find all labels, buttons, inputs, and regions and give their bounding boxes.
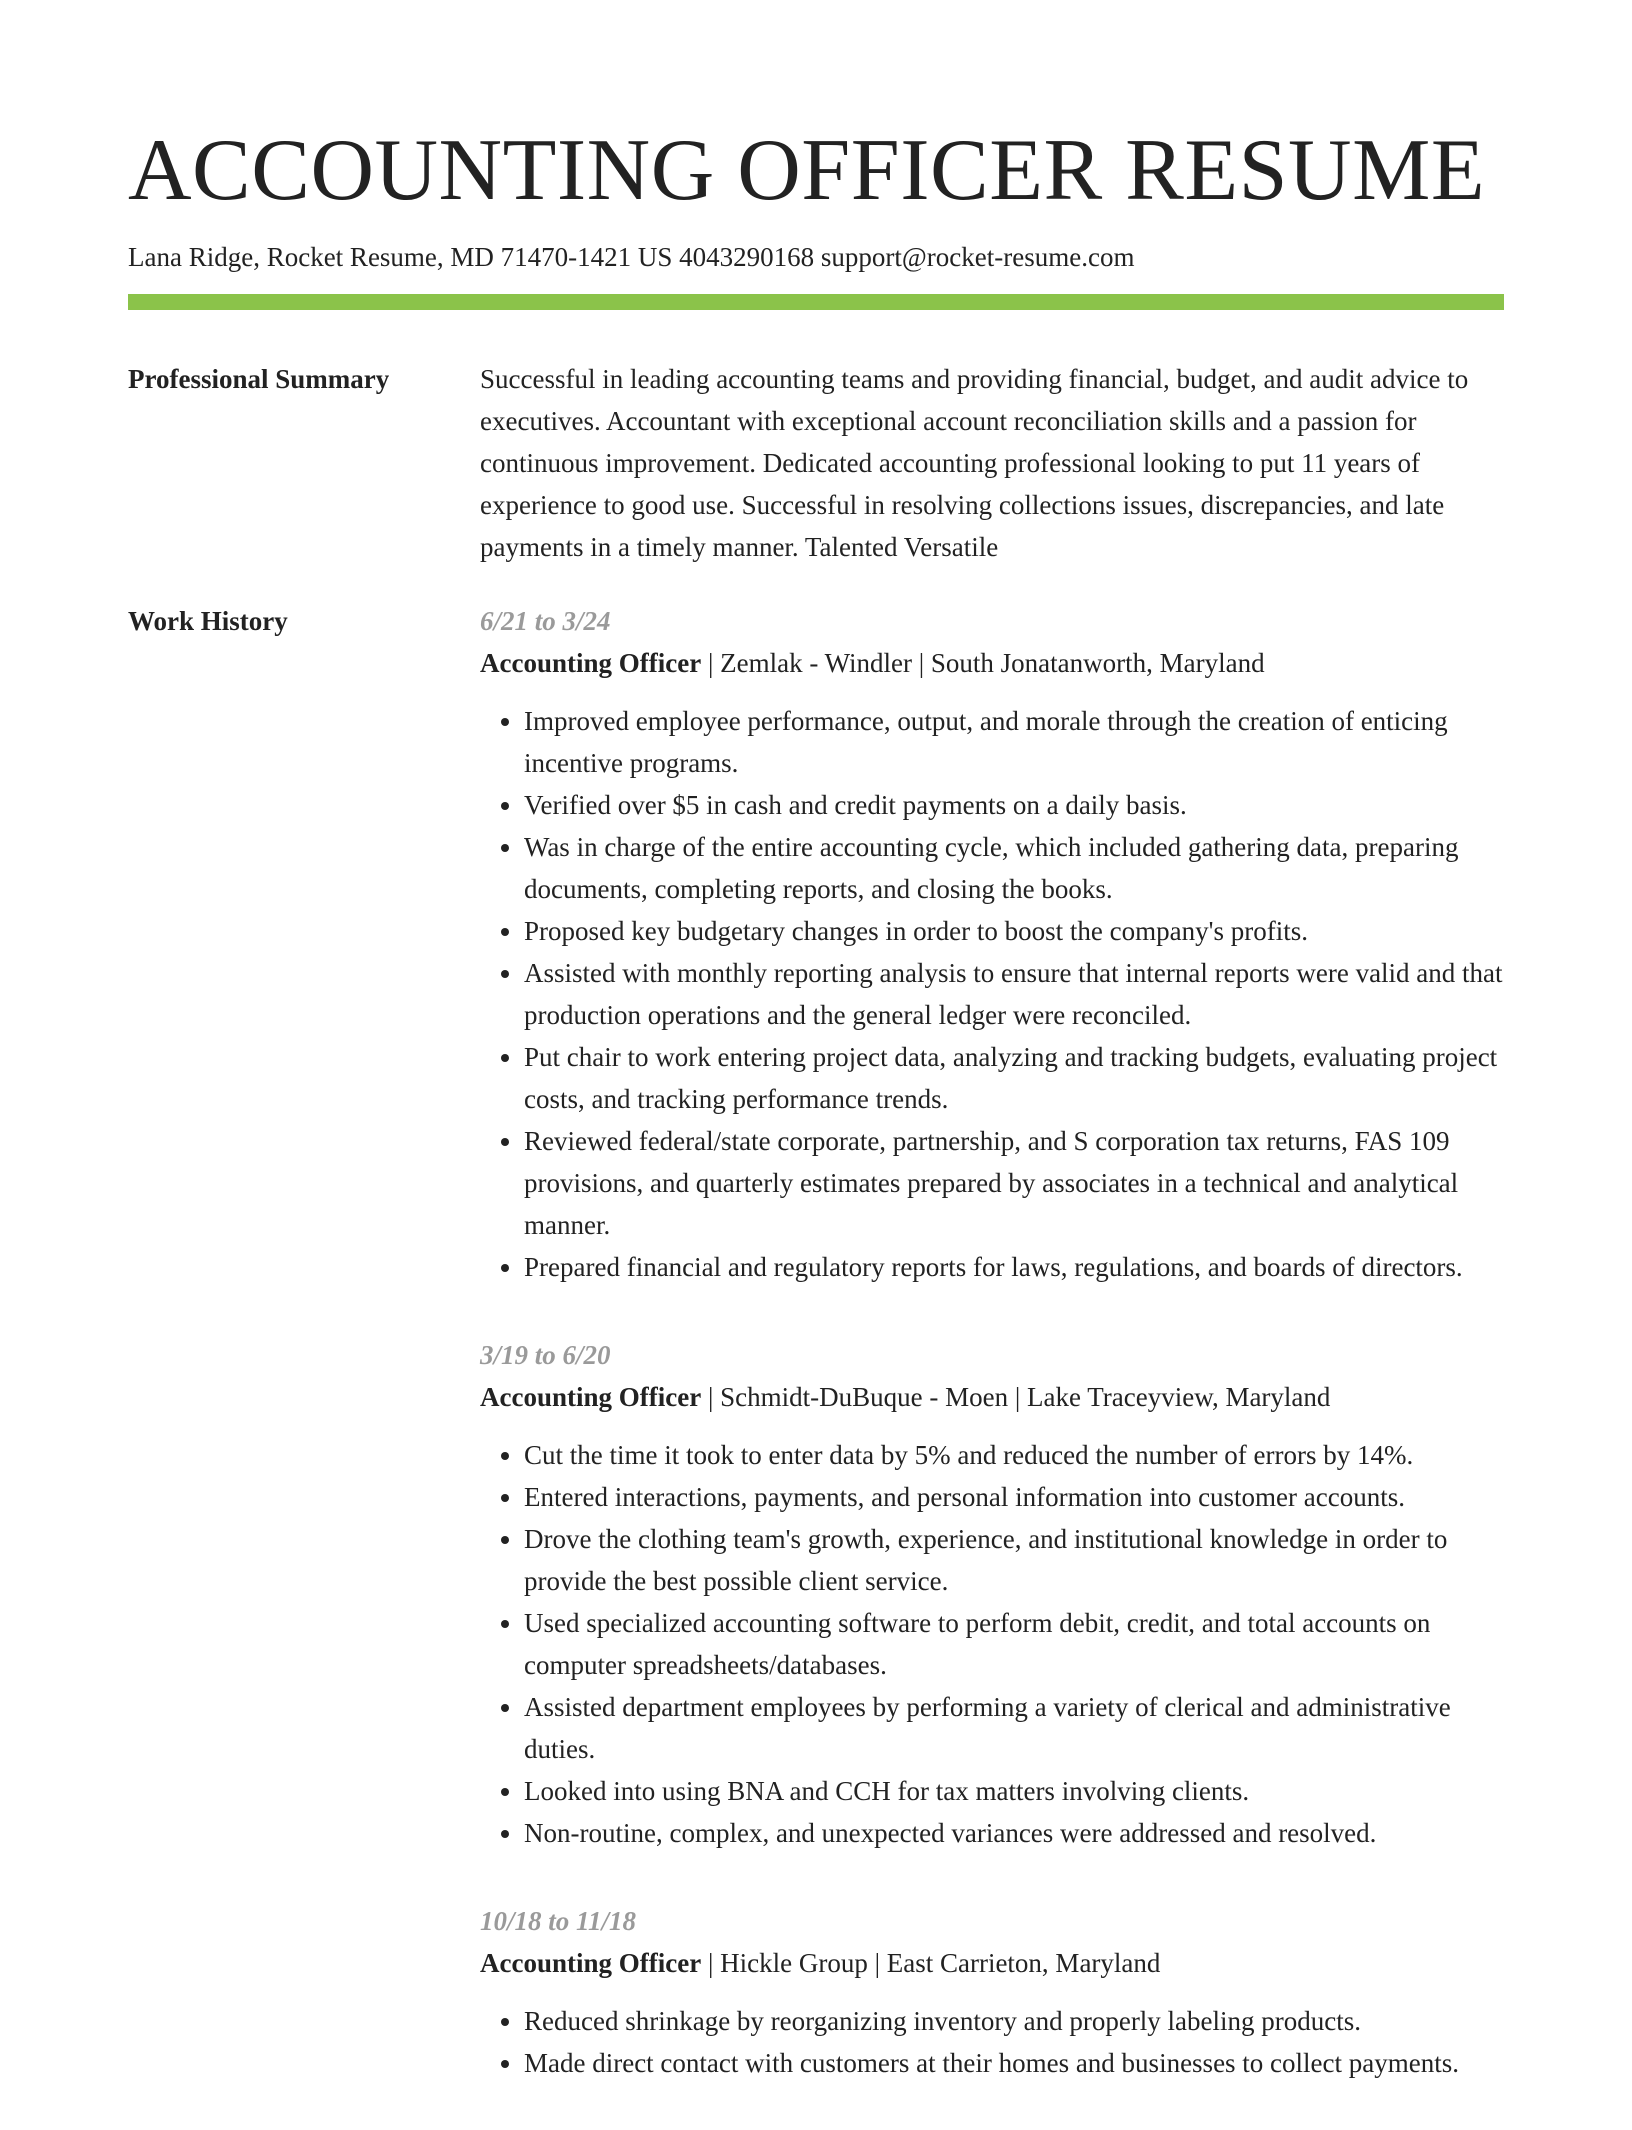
bullet-item: • Entered interactions, payments, and personal information into customer accounts.	[524, 1476, 1504, 1518]
bullet-item: • Non-routine, complex, and unexpected variances were addressed and resolved.	[524, 1812, 1504, 1854]
page-title: ACCOUNTING OFFICER RESUME	[128, 122, 1486, 219]
job-heading	[480, 1942, 1504, 1984]
bullet-item: • Cut the time it took to enter data by 5% and reduced the number of errors by 14%.	[524, 1434, 1504, 1476]
bullet-item: • Drove the clothing team's growth, experience, and institutional knowledge in order to provide the best possible client service.	[524, 1518, 1504, 1602]
bullet-item: • Proposed key budgetary changes in order to boost the company's profits.	[524, 910, 1504, 952]
heading-separator: |	[701, 1382, 721, 1412]
bullet-item: • Reduced shrinkage by reorganizing inventory and properly labeling products.	[524, 2000, 1504, 2042]
job-dates: 6/21 to 3/24	[480, 606, 611, 636]
work-history-section	[128, 600, 1504, 2130]
resume-page	[128, 0, 1504, 2130]
bullet-item: • Assisted with monthly reporting analysis to ensure that internal reports were valid and that production operations and the general ledger were reconciled.	[524, 952, 1504, 1036]
heading-separator: |	[701, 1948, 721, 1978]
bullet-item: • Assisted department employees by performing a variety of clerical and administrative duties.	[524, 1686, 1504, 1770]
job-company: Zemlak - Windler	[720, 648, 912, 678]
job-title: Accounting Officer	[480, 1382, 702, 1412]
job-bullets	[480, 2000, 1504, 2084]
bullet-item: • Verified over $5 in cash and credit payments on a daily basis.	[524, 784, 1504, 826]
bullet-item: • Prepared financial and regulatory reports for laws, regulations, and boards of directors.	[524, 1246, 1504, 1288]
bullet-item: • Looked into using BNA and CCH for tax matters involving clients.	[524, 1770, 1504, 1812]
job-title: Accounting Officer	[480, 648, 702, 678]
heading-separator: |	[701, 648, 721, 678]
bullet-item: • Improved employee performance, output, and morale through the creation of enticing incentive programs.	[524, 700, 1504, 784]
job-heading	[480, 642, 1504, 684]
header-divider	[128, 294, 1504, 310]
job-dates: 3/19 to 6/20	[480, 1340, 611, 1370]
work-body	[480, 600, 1504, 2130]
bullet-item: • Was in charge of the entire accounting cycle, which included gathering data, preparing documents, completing reports, and closing the books.	[524, 826, 1504, 910]
job-entry	[480, 1900, 1504, 2084]
bullet-item: • Put chair to work entering project data, analyzing and tracking budgets, evaluating project costs, and tracking performance trends.	[524, 1036, 1504, 1120]
job-bullets	[480, 700, 1504, 1288]
contact-line: Lana Ridge, Rocket Resume, MD 71470-1421 US 4043290168 support@rocket-resume.com	[128, 242, 1135, 272]
section-label-summary: Professional Summary	[128, 364, 390, 394]
job-company: Schmidt-DuBuque - Moen	[720, 1382, 1009, 1412]
job-entry	[480, 1334, 1504, 1854]
professional-summary-section	[128, 358, 1504, 568]
heading-separator: |	[1008, 1382, 1027, 1412]
section-label-work: Work History	[128, 606, 288, 636]
job-dates: 10/18 to 11/18	[480, 1906, 637, 1936]
bullet-item: • Made direct contact with customers at their homes and businesses to collect payments.	[524, 2042, 1504, 2084]
job-entry	[480, 600, 1504, 1288]
job-bullets	[480, 1434, 1504, 1854]
job-location: East Carrieton, Maryland	[886, 1948, 1161, 1978]
job-location: Lake Traceyview, Maryland	[1027, 1382, 1331, 1412]
heading-separator: |	[867, 1948, 887, 1978]
bullet-item: • Reviewed federal/state corporate, partnership, and S corporation tax returns, FAS 109 provisions, and quarterly estimates prepared by associates in a technical and analytical manner.	[524, 1120, 1504, 1246]
job-company: Hickle Group	[720, 1948, 868, 1978]
summary-body	[480, 358, 1504, 568]
job-location: South Jonatanworth, Maryland	[930, 648, 1265, 678]
job-title: Accounting Officer	[480, 1948, 702, 1978]
bullet-item: • Used specialized accounting software to perform debit, credit, and total accounts on computer spreadsheets/databases.	[524, 1602, 1504, 1686]
heading-separator: |	[911, 648, 931, 678]
summary-text: Successful in leading accounting teams and providing financial, budget, and audit advice to executives. Accountant with exceptional account reconciliation skills and a passion for continuous improvement. Dedicated accounting professional looking to put 11 years of experience to good use. Successful in resolving collections issues, discrepancies, and late payments in a timely manner. Talented Versatile	[480, 364, 1469, 562]
job-heading	[480, 1376, 1504, 1418]
